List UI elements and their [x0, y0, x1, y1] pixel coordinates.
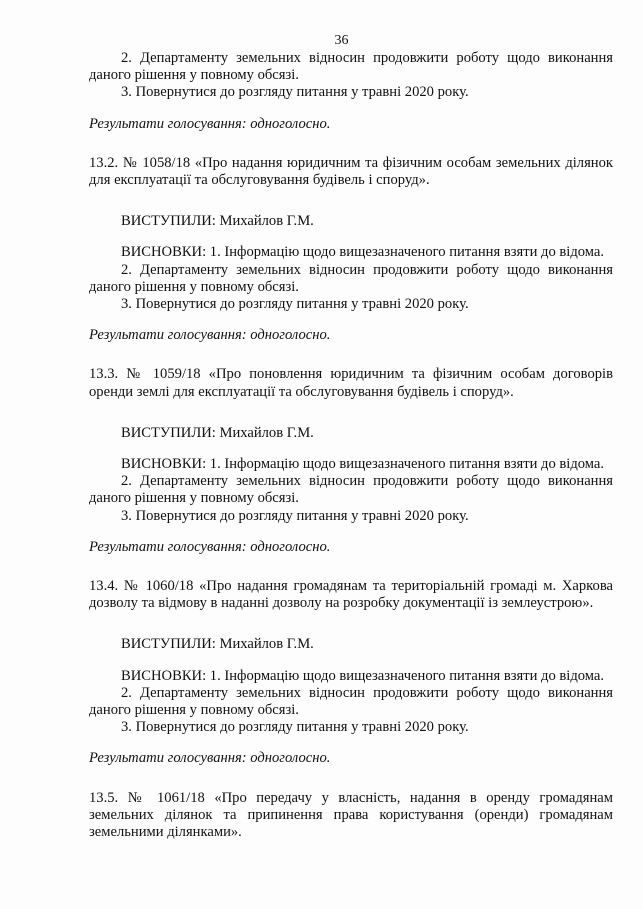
list-item: 2. Департаменту земельних відносин продовжити роботу щодо виконання даного рішення у повному обсязі. [89, 50, 613, 84]
list-item: 2. Департаменту земельних відносин продовжити роботу щодо виконання даного рішення у повному обсязі. [89, 261, 613, 295]
agenda-item-heading: 13.4. № 1060/18 «Про надання громадянам та територіальній громаді м. Харкова дозволу та відмову в наданні дозволу на розробку документації із землеустрою». [89, 578, 613, 612]
voting-result: Результати голосування: одноголосно. [89, 115, 331, 132]
list-item: 3. Повернутися до розгляду питання у травні 2020 року. [121, 84, 469, 101]
voting-result: Результати голосування: одноголосно. [89, 327, 331, 344]
conclusions-line: ВИСНОВКИ: 1. Інформацію щодо вищезазначеного питання взяти до відома. [121, 456, 605, 473]
list-item: 3. Повернутися до розгляду питання у травні 2020 року. [121, 507, 469, 524]
agenda-item-heading: 13.2. № 1058/18 «Про надання юридичним та фізичним особам земельних ділянок для експлуатації та обслуговування будівель і споруд». [89, 154, 613, 189]
voting-result: Результати голосування: одноголосно. [89, 750, 331, 767]
list-item: 2. Департаменту земельних відносин продовжити роботу щодо виконання даного рішення у повному обсязі. [89, 473, 613, 507]
agenda-item-heading: 13.3. № 1059/18 «Про поновлення юридичним та фізичним особам договорів оренди землі для експлуатації та обслуговування будівель і споруд». [89, 366, 613, 400]
conclusions-line: ВИСНОВКИ: 1. Інформацію щодо вищезазначеного питання взяти до відома. [121, 667, 605, 684]
conclusions-line: ВИСНОВКИ: 1. Інформацію щодо вищезазначеного питання взяти до відома. [121, 244, 605, 261]
list-item: 2. Департаменту земельних відносин продовжити роботу щодо виконання даного рішення у повному обсязі. [89, 684, 613, 719]
voting-result: Результати голосування: одноголосно. [89, 538, 331, 555]
speakers-line: ВИСТУПИЛИ: Михайлов Г.М. [121, 424, 314, 441]
speakers-line: ВИСТУПИЛИ: Михайлов Г.М. [121, 636, 314, 653]
agenda-item-heading: 13.5. № 1061/18 «Про передачу у власність, надання в оренду громадянам земельних ділянок та припинення права користування (оренди) громадянам земельними ділянками». [89, 789, 613, 841]
document-body [89, 50, 613, 841]
list-item: 3. Повернутися до розгляду питання у травні 2020 року. [121, 719, 469, 736]
page-number: 36 [334, 33, 349, 48]
speakers-line: ВИСТУПИЛИ: Михайлов Г.М. [121, 213, 314, 230]
list-item: 3. Повернутися до розгляду питання у травні 2020 року. [121, 296, 469, 313]
